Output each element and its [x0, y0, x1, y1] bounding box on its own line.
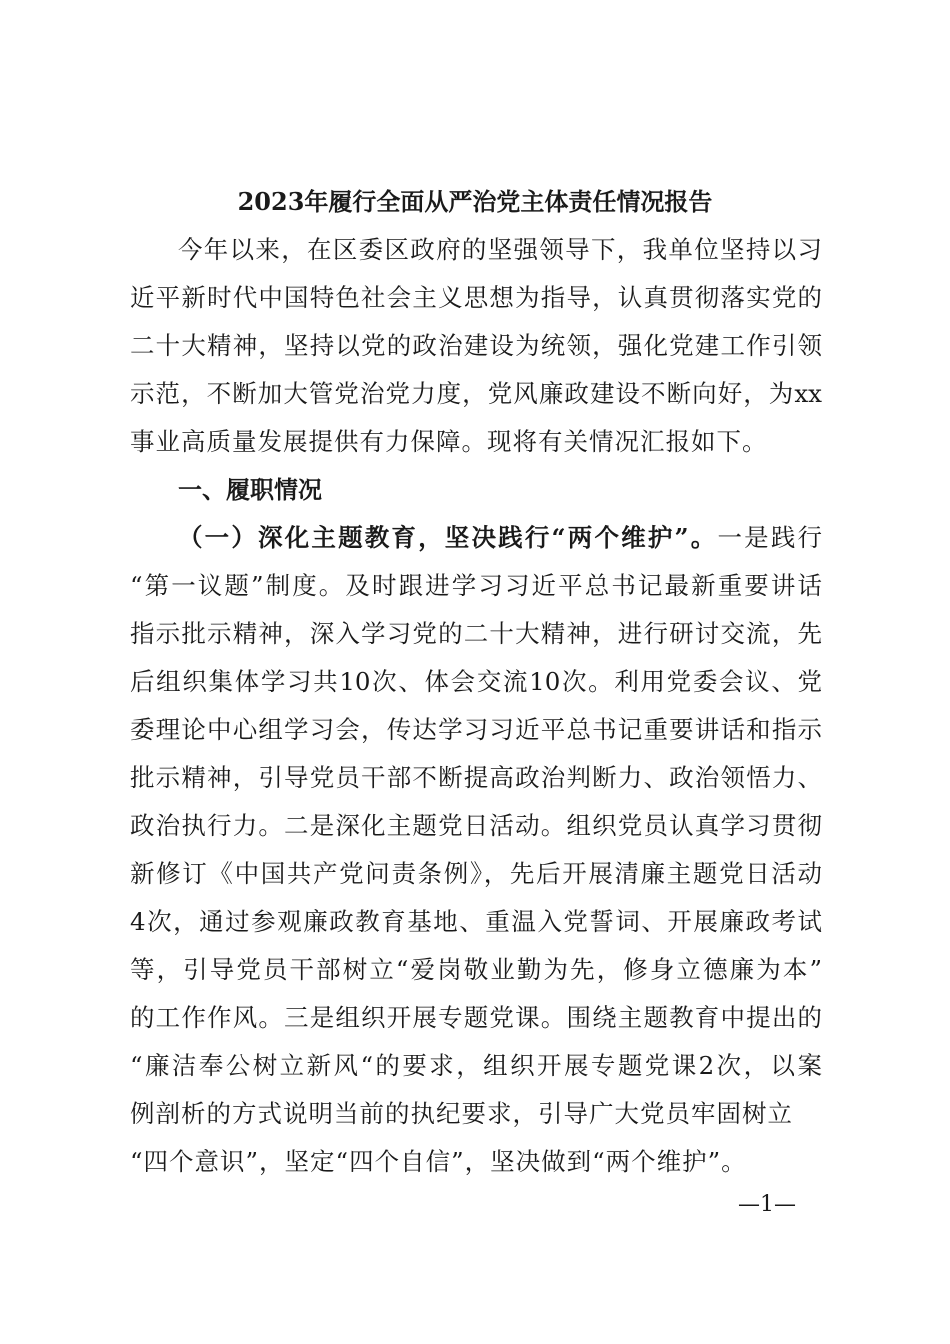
paragraph-line: 示范，不断加大管党治党力度，党风廉政建设不断向好，为xx	[130, 379, 822, 408]
paragraph-line: 后组织集体学习共10次、体会交流10次。利用党委会议、党	[130, 667, 822, 696]
subsection-heading: （一）深化主题教育，坚决践行“两个维护”。	[178, 523, 718, 552]
paragraph-line: 等，引导党员干部树立“爱岗敬业勤为先，修身立德廉为本”	[130, 955, 822, 984]
paragraph-line: 例剖析的方式说明当前的执纪要求，引导广大党员牢固树立	[130, 1099, 793, 1128]
paragraph-line: 事业高质量发展提供有力保障。现将有关情况汇报如下。	[130, 427, 768, 456]
paragraph-line: 近平新时代中国特色社会主义思想为指导，认真贯彻落实党的	[130, 283, 822, 312]
paragraph-line: 批示精神，引导党员干部不断提高政治判断力、政治领悟力、	[130, 763, 822, 792]
paragraph-line: 4次，通过参观廉政教育基地、重温入党誓词、开展廉政考试	[130, 907, 822, 936]
paragraph-line: 指示批示精神，深入学习党的二十大精神，进行研讨交流，先	[130, 619, 822, 648]
paragraph-line: 委理论中心组学习会，传达学习习近平总书记重要讲话和指示	[130, 715, 822, 744]
paragraph-line: “廉洁奉公树立新风“的要求，组织开展专题党课2次，以案	[130, 1051, 822, 1080]
paragraph-line: 今年以来，在区委区政府的坚强领导下，我单位坚持以习	[178, 235, 822, 264]
paragraph-line: “四个意识”，坚定“四个自信”，坚决做到“两个维护”。	[130, 1147, 747, 1176]
paragraph-line: 政治执行力。二是深化主题党日活动。组织党员认真学习贯彻	[130, 811, 822, 840]
subsection-first-line-rest: 一是践行	[717, 523, 823, 552]
section-heading: 一、履职情况	[178, 476, 322, 504]
paragraph-line: 的工作作风。三是组织开展专题党课。围绕主题教育中提出的	[130, 1003, 822, 1032]
subsection-first-line	[178, 520, 822, 556]
paragraph-line: 二十大精神，坚持以党的政治建设为统领，强化党建工作引领	[130, 331, 822, 360]
page-number: —1—	[738, 1192, 796, 1217]
paragraph-line: 新修订《中国共产党问责条例》，先后开展清廉主题党日活动	[130, 859, 822, 888]
paragraph-line: “第一议题”制度。及时跟进学习习近平总书记最新重要讲话	[130, 571, 822, 600]
document-title: 2023年履行全面从严治党主体责任情况报告	[237, 187, 713, 216]
